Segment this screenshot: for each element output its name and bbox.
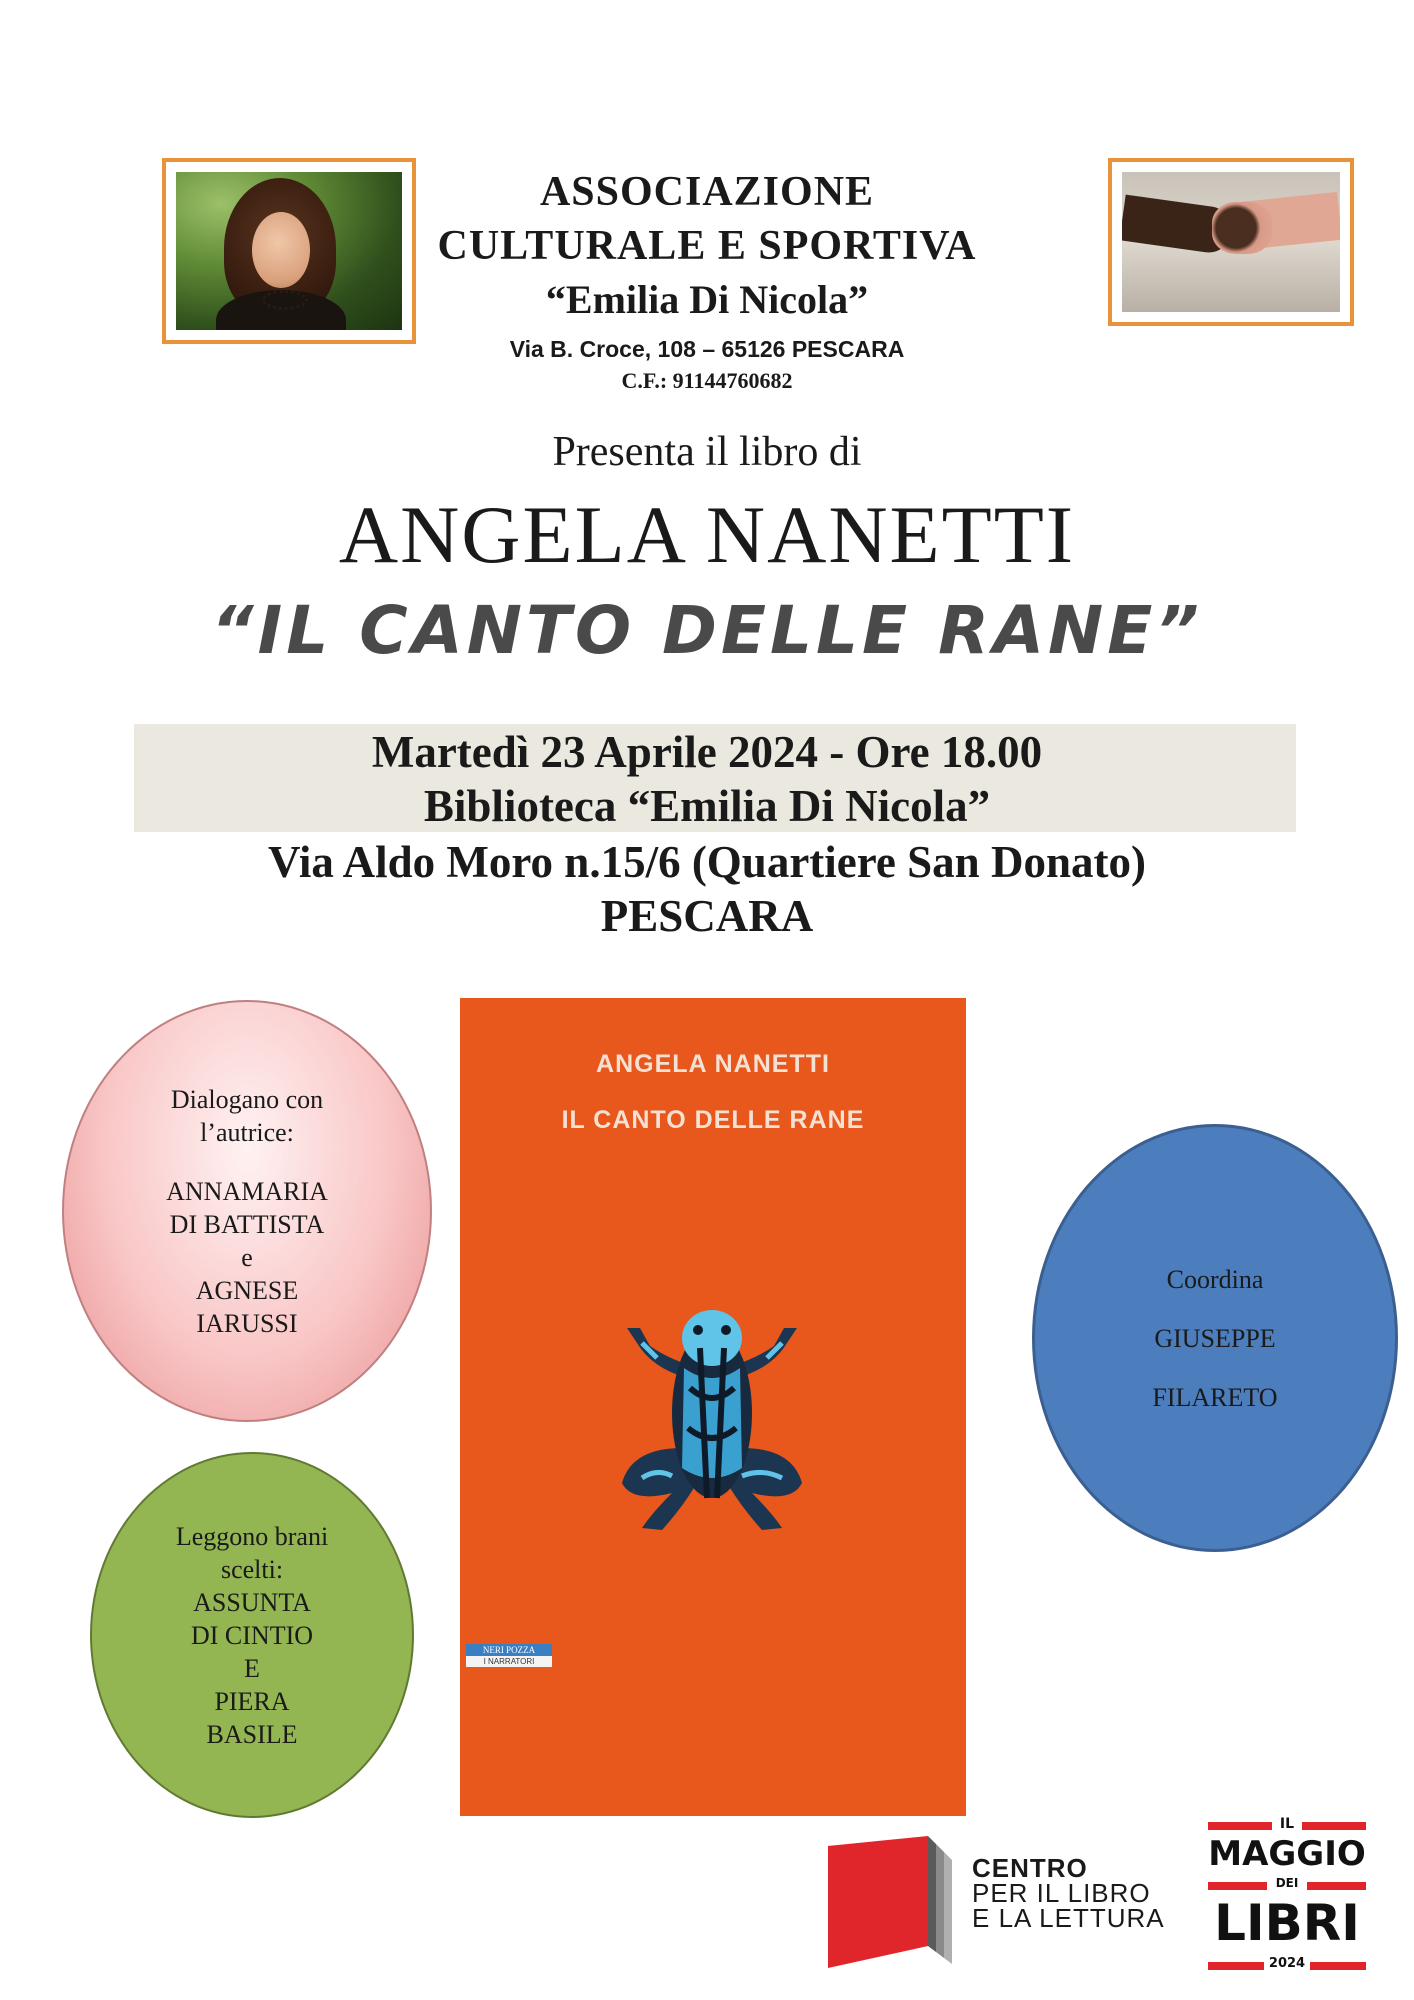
mdl-dei: DEI [1267, 1876, 1307, 1890]
centro-libro-logo-icon [828, 1836, 954, 1968]
association-name-line3: “Emilia Di Nicola” [545, 277, 869, 322]
dialogue-label: Dialogano con [170, 1084, 324, 1114]
book-title: “IL CANTO DELLE RANE” [211, 592, 1203, 669]
dialogue-oval [62, 1000, 432, 1422]
publisher-name: NERI POZZA [466, 1644, 552, 1656]
presents-label: Presenta il libro di [552, 429, 862, 475]
association-name-line2: CULTURALE E SPORTIVA [437, 223, 977, 269]
mdl-year: 2024 [1264, 1956, 1310, 1971]
book-cover [460, 998, 966, 1816]
event-date: Martedì 23 Aprile 2024 - Ore 18.00 [371, 727, 1043, 777]
dialogue-label-2: l’autrice: [200, 1117, 294, 1147]
mdl-maggio: MAGGIO [1208, 1834, 1366, 1874]
readers-name-2b: BASILE [206, 1719, 298, 1749]
frog-illustration [612, 1298, 812, 1538]
publisher-series: I NARRATORI [466, 1656, 552, 1667]
cpl-line3: E LA LETTURA [972, 1903, 1165, 1933]
dialogue-name-1b: DI BATTISTA [169, 1209, 325, 1239]
publisher-badge [466, 1644, 552, 1667]
readers-name-2a: PIERA [214, 1686, 290, 1716]
dialogue-name-1a: ANNAMARIA [166, 1176, 328, 1206]
association-address: Via B. Croce, 108 – 65126 PESCARA [509, 336, 905, 362]
cover-author: ANGELA NANETTI [596, 1050, 830, 1078]
dialogue-conjunction: e [241, 1242, 253, 1272]
centro-libro-logo-text [972, 1853, 1165, 1933]
association-tax-code: C.F.: 91144760682 [621, 368, 793, 393]
author-name: ANGELA NANETTI [338, 489, 1076, 580]
readers-conjunction: E [244, 1653, 260, 1683]
cpl-line2: PER IL LIBRO [972, 1878, 1151, 1908]
mdl-libri: LIBRI [1214, 1894, 1360, 1952]
readers-label: Leggono brani [175, 1521, 329, 1551]
coordinator-first-name: GIUSEPPE [1154, 1323, 1276, 1353]
dialogue-name-2b: IARUSSI [196, 1308, 298, 1338]
event-city: PESCARA [600, 891, 814, 941]
dialogue-name-2a: AGNESE [195, 1275, 299, 1305]
readers-name-1b: DI CINTIO [190, 1620, 314, 1650]
association-name-line1: ASSOCIAZIONE [539, 169, 875, 215]
coordinator-oval [1032, 1124, 1398, 1552]
cpl-line1: CENTRO [972, 1853, 1088, 1883]
coordinator-label: Coordina [1166, 1264, 1264, 1294]
maggio-dei-libri-logo [1208, 1816, 1366, 1978]
event-address: Via Aldo Moro n.15/6 (Quartiere San Donato) [268, 837, 1146, 887]
coordinator-last-name: FILARETO [1152, 1382, 1278, 1412]
readers-oval [90, 1452, 414, 1818]
readers-name-1a: ASSUNTA [193, 1587, 311, 1617]
cover-title: IL CANTO DELLE RANE [561, 1106, 865, 1134]
event-library: Biblioteca “Emilia Di Nicola” [423, 781, 991, 831]
mdl-il: IL [1272, 1816, 1302, 1832]
readers-label-2: scelti: [220, 1554, 284, 1584]
